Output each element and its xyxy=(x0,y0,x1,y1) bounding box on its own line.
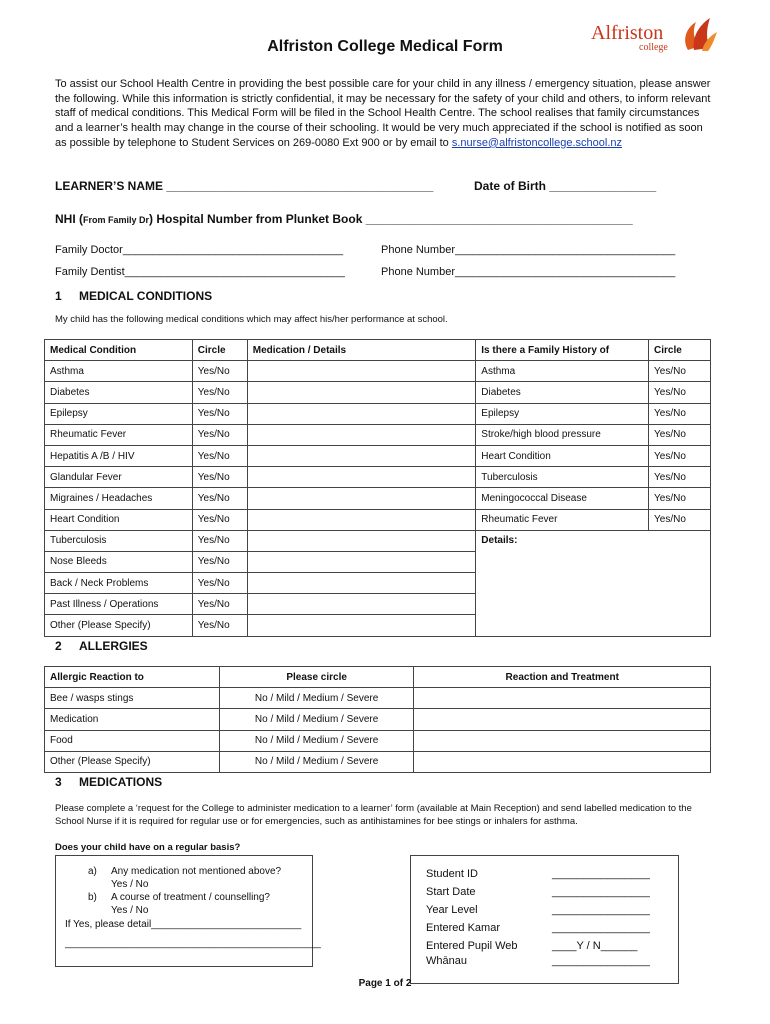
detail-line-field[interactable]: ______________________________________________ xyxy=(65,938,321,949)
header-family-circle: Circle xyxy=(649,340,711,361)
allergy-severity-cell[interactable]: No / Mild / Medium / Severe xyxy=(219,709,414,730)
allergy-item-cell: Other (Please Specify) xyxy=(45,751,220,772)
table-header-row xyxy=(45,340,711,361)
regular-basis-question: Does your child have on a regular basis? xyxy=(55,842,241,853)
medication-details-cell[interactable] xyxy=(247,530,476,551)
question-a-text: Any medication not mentioned above? xyxy=(111,866,282,877)
family-history-cell: Asthma xyxy=(476,361,649,382)
condition-circle-cell[interactable]: Yes/No xyxy=(192,467,247,488)
table-row xyxy=(45,424,711,445)
table-row xyxy=(45,751,711,772)
office-use-box xyxy=(410,855,679,984)
learner-name-field[interactable]: LEARNER’S NAME ________________________________________ xyxy=(55,179,434,193)
reaction-treatment-cell[interactable] xyxy=(414,709,711,730)
condition-cell: Glandular Fever xyxy=(45,467,193,488)
medication-details-cell[interactable] xyxy=(247,551,476,572)
header-please-circle: Please circle xyxy=(219,667,414,688)
condition-cell: Hepatitis A /B / HIV xyxy=(45,445,193,466)
header-reaction-treatment: Reaction and Treatment xyxy=(414,667,711,688)
allergy-severity-cell[interactable]: No / Mild / Medium / Severe xyxy=(219,730,414,751)
question-a-label: a) xyxy=(88,866,97,877)
medication-details-cell[interactable] xyxy=(247,361,476,382)
header-medication-details: Medication / Details xyxy=(247,340,476,361)
medication-details-cell[interactable] xyxy=(247,424,476,445)
medication-details-cell[interactable] xyxy=(247,445,476,466)
reaction-treatment-cell[interactable] xyxy=(414,751,711,772)
medication-details-cell[interactable] xyxy=(247,594,476,615)
entered-pupil-web-row[interactable]: Entered Pupil Web ____Y / N______ xyxy=(426,940,638,952)
family-circle-cell[interactable]: Yes/No xyxy=(649,382,711,403)
family-circle-cell[interactable]: Yes/No xyxy=(649,467,711,488)
doctor-phone-field[interactable]: Phone Number____________________________________ xyxy=(381,244,676,256)
family-history-cell: Stroke/high blood pressure xyxy=(476,424,649,445)
condition-cell: Rheumatic Fever xyxy=(45,424,193,445)
allergies-table xyxy=(44,666,711,773)
medication-details-cell[interactable] xyxy=(247,488,476,509)
medication-details-cell[interactable] xyxy=(247,573,476,594)
table-row xyxy=(45,709,711,730)
allergy-item-cell: Bee / wasps stings xyxy=(45,688,220,709)
date-of-birth-field[interactable]: Date of Birth ________________ xyxy=(474,179,657,193)
table-row xyxy=(45,688,711,709)
question-b-label: b) xyxy=(88,892,97,903)
family-doctor-field[interactable]: Family Doctor____________________________________ xyxy=(55,244,344,256)
condition-circle-cell[interactable]: Yes/No xyxy=(192,361,247,382)
medication-details-cell[interactable] xyxy=(247,615,476,636)
if-yes-detail-field[interactable]: If Yes, please detail___________________________ xyxy=(65,919,302,930)
family-circle-cell[interactable]: Yes/No xyxy=(649,509,711,530)
family-history-cell: Tuberculosis xyxy=(476,467,649,488)
logo-subtitle: college xyxy=(639,42,668,53)
family-details-cell[interactable]: Details: xyxy=(476,530,711,636)
question-b-answer[interactable]: Yes / No xyxy=(111,905,149,916)
table-row xyxy=(45,467,711,488)
family-history-cell: Rheumatic Fever xyxy=(476,509,649,530)
table-row xyxy=(45,509,711,530)
condition-cell: Past Illness / Operations xyxy=(45,594,193,615)
family-circle-cell[interactable]: Yes/No xyxy=(649,424,711,445)
allergy-severity-cell[interactable]: No / Mild / Medium / Severe xyxy=(219,751,414,772)
family-history-cell: Heart Condition xyxy=(476,445,649,466)
condition-circle-cell[interactable]: Yes/No xyxy=(192,530,247,551)
table-row xyxy=(45,361,711,382)
intro-paragraph: To assist our School Health Centre in providing the best possible care for your child in any illness / emergency situation, please answer the following. While this information is strictly confidential, it may be necessary for the safety of your child and others, to inform relevant staff of medical conditions. This Medical Form will be filed in the School Health Centre. The school realises that family circumstances and a learner’s health may change in the course of their schooling. It would be very much appreciated if the school is notified as soon as possible by telephone to Student Services on 269-0080 Ext 900 or by email to s.nurse@alfristoncollege.school.nz xyxy=(55,78,711,149)
condition-cell: Epilepsy xyxy=(45,403,193,424)
condition-circle-cell[interactable]: Yes/No xyxy=(192,382,247,403)
condition-cell: Back / Neck Problems xyxy=(45,573,193,594)
year-level-row[interactable]: Year Level ________________ xyxy=(426,904,650,916)
header-medical-condition: Medical Condition xyxy=(45,340,193,361)
condition-circle-cell[interactable]: Yes/No xyxy=(192,509,247,530)
family-history-cell: Epilepsy xyxy=(476,403,649,424)
condition-circle-cell[interactable]: Yes/No xyxy=(192,573,247,594)
reaction-treatment-cell[interactable] xyxy=(414,688,711,709)
condition-circle-cell[interactable]: Yes/No xyxy=(192,488,247,509)
table-row xyxy=(45,445,711,466)
allergy-item-cell: Medication xyxy=(45,709,220,730)
entered-kamar-row[interactable]: Entered Kamar ________________ xyxy=(426,922,650,934)
condition-circle-cell[interactable]: Yes/No xyxy=(192,445,247,466)
form-title: Alfriston College Medical Form xyxy=(267,38,503,55)
logo-wordmark: Alfriston xyxy=(591,22,664,44)
allergy-item-cell: Food xyxy=(45,730,220,751)
medication-details-cell[interactable] xyxy=(247,403,476,424)
section1-heading: 1 MEDICAL CONDITIONS xyxy=(55,289,213,303)
condition-circle-cell[interactable]: Yes/No xyxy=(192,594,247,615)
condition-circle-cell[interactable]: Yes/No xyxy=(192,403,247,424)
header-circle: Circle xyxy=(192,340,247,361)
start-date-row[interactable]: Start Date ________________ xyxy=(426,886,650,898)
question-a-answer[interactable]: Yes / No xyxy=(111,879,149,890)
medication-details-cell[interactable] xyxy=(247,467,476,488)
family-circle-cell[interactable]: Yes/No xyxy=(649,403,711,424)
family-history-cell: Diabetes xyxy=(476,382,649,403)
nhi-field[interactable]: NHI (From Family Dr) Hospital Number from Plunket Book ________________________________________ xyxy=(55,212,633,226)
table-row xyxy=(45,403,711,424)
flame-logo-icon xyxy=(680,14,718,54)
medications-paragraph: Please complete a ‘request for the College to administer medication to a learner’ form (available at Main Reception) and send labelled medication to the School Nurse if it is required for regular use or for emergencies, such as antihistamines for bee stings or inhalers for asthma. xyxy=(55,803,692,827)
condition-cell: Asthma xyxy=(45,361,193,382)
medications-box xyxy=(55,855,321,967)
section1-subtitle: My child has the following medical conditions which may affect his/her performance at school. xyxy=(55,314,448,325)
medication-details-cell[interactable] xyxy=(247,509,476,530)
student-id-row[interactable]: Student ID ________________ xyxy=(426,868,650,880)
condition-circle-cell[interactable]: Yes/No xyxy=(192,424,247,445)
page-number: Page 1 of 2 xyxy=(358,978,412,989)
question-b-text: A course of treatment / counselling? xyxy=(111,892,270,903)
family-dentist-field[interactable]: Family Dentist____________________________________ xyxy=(55,266,345,278)
table-row xyxy=(45,530,711,551)
college-logo xyxy=(583,12,718,56)
condition-cell: Nose Bleeds xyxy=(45,551,193,572)
section2-heading: 2 ALLERGIES xyxy=(55,639,148,653)
header-allergic-reaction: Allergic Reaction to xyxy=(45,667,220,688)
condition-cell: Tuberculosis xyxy=(45,530,193,551)
family-circle-cell[interactable]: Yes/No xyxy=(649,445,711,466)
medical-conditions-table xyxy=(44,339,711,637)
nurse-email-link[interactable]: s.nurse@alfristoncollege.school.nz xyxy=(451,136,622,149)
condition-cell: Migraines / Headaches xyxy=(45,488,193,509)
allergy-severity-cell[interactable]: No / Mild / Medium / Severe xyxy=(219,688,414,709)
table-header-row xyxy=(45,667,711,688)
family-history-cell: Meningococcal Disease xyxy=(476,488,649,509)
condition-cell: Heart Condition xyxy=(45,509,193,530)
table-row xyxy=(45,382,711,403)
dentist-phone-field[interactable]: Phone Number____________________________________ xyxy=(381,266,676,278)
table-row xyxy=(45,730,711,751)
family-circle-cell[interactable]: Yes/No xyxy=(649,361,711,382)
medication-details-cell[interactable] xyxy=(247,382,476,403)
nhi-small-note: From Family Dr xyxy=(83,215,150,225)
family-circle-cell[interactable]: Yes/No xyxy=(649,488,711,509)
whanau-row[interactable]: Whānau ________________ xyxy=(426,955,650,967)
condition-cell: Other (Please Specify) xyxy=(45,615,193,636)
condition-circle-cell[interactable]: Yes/No xyxy=(192,551,247,572)
table-row xyxy=(45,488,711,509)
condition-cell: Diabetes xyxy=(45,382,193,403)
section3-heading: 3 MEDICATIONS xyxy=(55,775,163,789)
condition-circle-cell[interactable]: Yes/No xyxy=(192,615,247,636)
header-family-history: Is there a Family History of xyxy=(476,340,649,361)
reaction-treatment-cell[interactable] xyxy=(414,730,711,751)
